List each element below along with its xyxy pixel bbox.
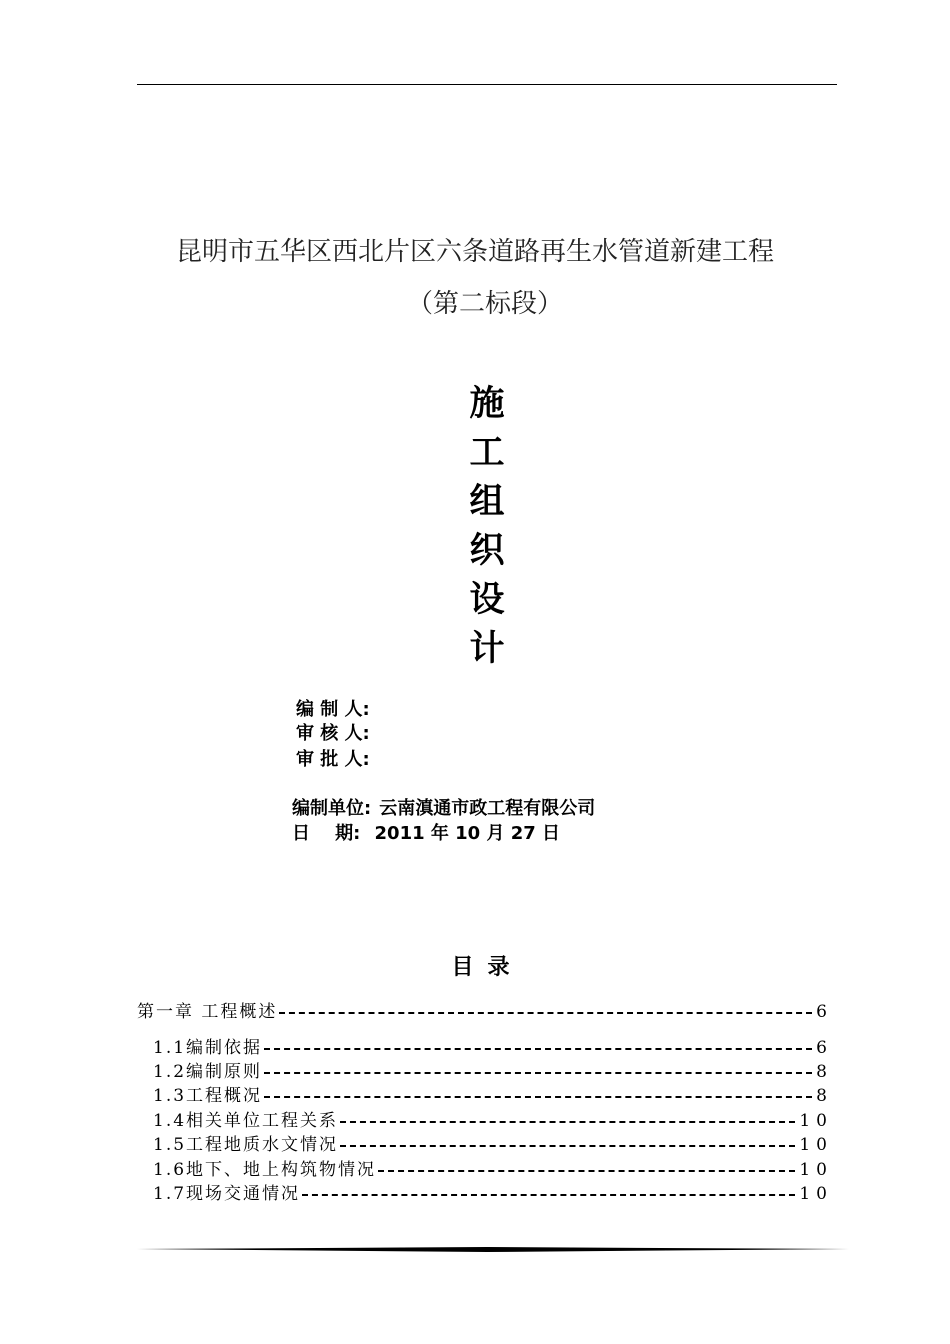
reviewer-label: 审 核 人: (296, 723, 370, 744)
toc-item-text: 1.7现场交通情况 (153, 1184, 301, 1204)
toc-leader (340, 1121, 795, 1123)
toc-leader (264, 1048, 812, 1050)
toc-item-text: 1.3工程概况 (153, 1086, 263, 1106)
approver-label: 审 批 人: (296, 749, 370, 770)
toc-leader (279, 1012, 812, 1014)
toc-item[interactable] (153, 1036, 833, 1060)
toc-item-page: 8 (816, 1086, 833, 1106)
doc-title-char: 计 (469, 629, 505, 669)
date-value: 2011 年 10 月 27 日 (368, 823, 561, 844)
project-subtitle: （第二标段） (406, 289, 563, 319)
doc-title-char: 施 (469, 384, 505, 424)
toc-item[interactable] (153, 1158, 833, 1182)
toc-item-page: 10 (799, 1111, 833, 1131)
doc-title-char: 织 (469, 531, 505, 571)
toc-item[interactable] (153, 1060, 833, 1084)
toc-item-text: 1.1编制依据 (153, 1038, 263, 1058)
header-rule (137, 84, 837, 85)
toc-heading: 目录 (451, 955, 524, 980)
toc-leader (302, 1194, 795, 1196)
toc-item-text: 1.4相关单位工程关系 (153, 1111, 339, 1131)
toc-item[interactable] (153, 1182, 833, 1206)
doc-title-char: 组 (469, 482, 505, 522)
doc-title-char: 设 (469, 580, 505, 620)
date-label: 日 期: (292, 823, 361, 844)
compiling-unit-value: 云南滇通市政工程有限公司 (379, 798, 596, 819)
toc-leader (264, 1072, 812, 1074)
toc-item-page: 6 (816, 1038, 833, 1058)
toc-item[interactable] (153, 1133, 833, 1157)
toc-item-page: 10 (799, 1135, 833, 1155)
toc-item-page: 10 (799, 1160, 833, 1180)
toc-item-page: 8 (816, 1062, 833, 1082)
project-title: 昆明市五华区西北片区六条道路再生水管道新建工程 (175, 237, 774, 267)
toc-leader (340, 1145, 795, 1147)
doc-title-char: 工 (469, 433, 505, 473)
editor-label: 编 制 人: (296, 699, 370, 720)
toc-item-page: 10 (799, 1184, 833, 1204)
toc-item-text: 1.6地下、地上构筑物情况 (153, 1160, 377, 1180)
document-title (463, 380, 511, 674)
toc-item-text: 1.2编制原则 (153, 1062, 263, 1082)
toc-item-page: 6 (816, 1002, 833, 1022)
toc-leader (264, 1096, 812, 1098)
compiling-unit (292, 796, 595, 822)
date-line (292, 821, 560, 847)
toc-item-text: 1.5工程地质水文情况 (153, 1135, 339, 1155)
footer-rule (137, 1247, 849, 1252)
toc-leader (378, 1170, 795, 1172)
toc-item[interactable] (153, 1084, 833, 1108)
toc-item[interactable] (137, 1000, 833, 1024)
toc-item-text: 第一章 工程概述 (137, 1002, 278, 1022)
compiling-unit-label: 编制单位: (292, 798, 372, 819)
toc-item[interactable] (153, 1109, 833, 1133)
